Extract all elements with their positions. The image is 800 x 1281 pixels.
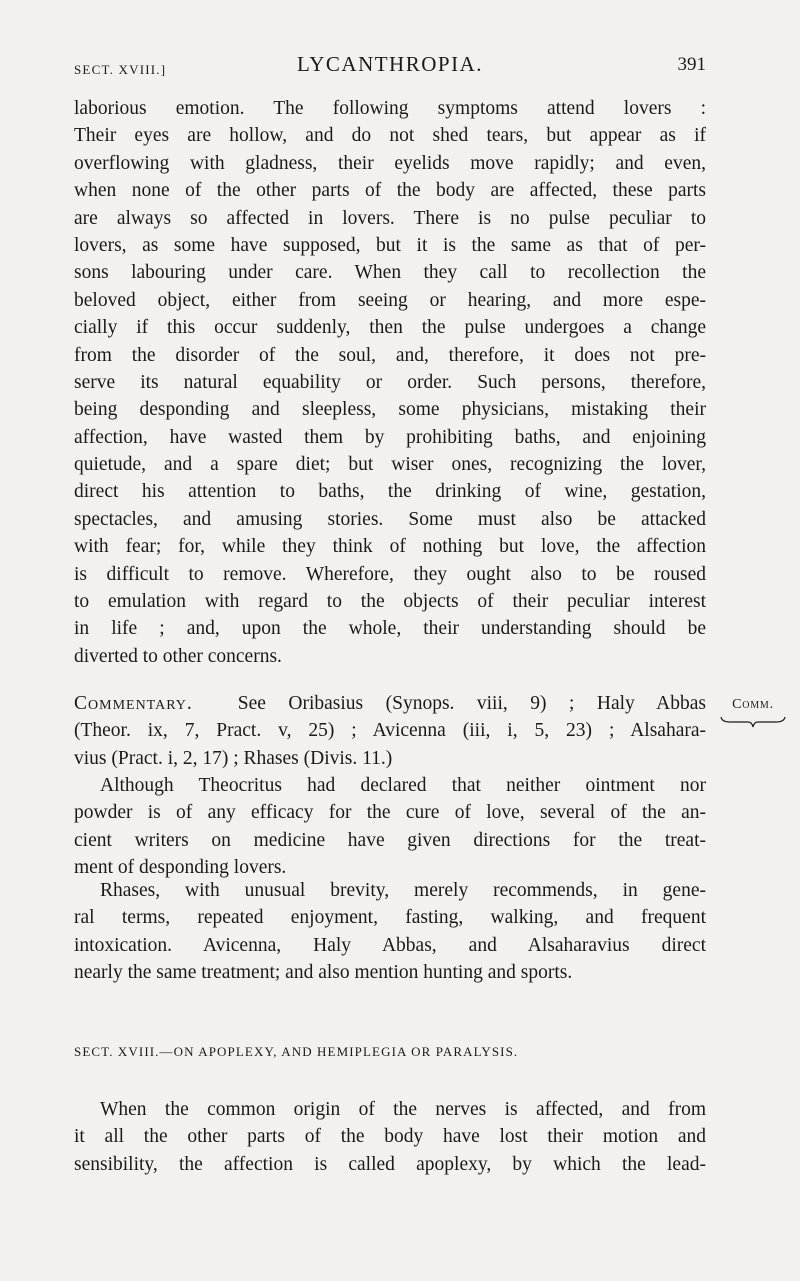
text-line: Rhases, with unusual brevity, merely recommends, in gene- [100,880,706,901]
text-line: Their eyes are hollow, and do not shed tears, but appear as if [74,125,706,147]
text-line: to emulation with regard to the objects of their peculiar interest [74,591,706,613]
running-header [74,50,706,82]
text-line: when none of the other parts of the body are affected, these parts [74,180,706,202]
text-line: serve its natural equability or order. Such persons, therefore, [74,371,706,393]
text-line: spectacles, and amusing stories. Some must also be attacked [74,508,706,530]
header-title: LYCANTHROPIA. [297,52,483,76]
text-line: affection, have wasted them by prohibiting baths, and enjoining [74,426,706,448]
margin-note-comm: Comm. [732,697,774,712]
text-line: overflowing with gladness, their eyelids move rapidly; and even, [74,152,706,174]
text-line: ral terms, repeated enjoyment, fasting, walking, and frequent [74,907,706,929]
text-line: is difficult to remove. Wherefore, they ought also to be roused [74,563,706,585]
header-section-ref: SECT. XVIII.] [74,62,167,77]
text-line: lovers, as some have supposed, but it is the same as that of per- [74,234,706,256]
text-line: in life ; and, upon the whole, their understanding should be [74,618,706,640]
text-line: cient writers on medicine have given directions for the treat- [74,829,706,851]
text-line: vius (Pract. i, 2, 17) ; Rhases (Divis. 11.) [74,747,393,769]
commentary-paragraph [74,690,706,772]
page-number: 391 [677,54,706,75]
text-line: Although Theocritus had declared that neither ointment nor [100,775,706,796]
text-line: are always so affected in lovers. There is no pulse peculiar to [74,207,706,229]
text-line: with fear; for, while they think of nothing but love, the affection [74,536,706,558]
text-line: (Theor. ix, 7, Pract. v, 25) ; Avicenna (iii, i, 5, 23) ; Alsahara- [74,720,706,742]
text-line: from the disorder of the soul, and, therefore, it does not pre- [74,344,706,366]
paragraph-apoplexy [74,1096,706,1178]
text-line: being desponding and sleepless, some physicians, mistaking their [74,399,706,421]
text-line: cially if this occur suddenly, then the pulse undergoes a change [74,317,706,339]
text-line: ment of desponding lovers. [74,857,287,879]
section-heading: SECT. XVIII.—ON APOPLEXY, AND HEMIPLEGIA OR PARALYSIS. [74,1044,519,1059]
text-line [74,690,706,717]
text-line: laborious emotion. The following symptoms attend lovers : [74,98,706,119]
text-line: beloved object, either from seeing or hearing, and more espe- [74,289,706,311]
text-line: When the common origin of the nerves is affected, and from [100,1099,706,1120]
paragraph-rhases [74,877,706,987]
text-line: nearly the same treatment; and also mention hunting and sports. [74,962,573,984]
text-line: sensibility, the affection is called apoplexy, by which the lead- [74,1153,706,1175]
text-line: intoxication. Avicenna, Haly Abbas, and Alsaharavius direct [74,934,706,956]
paragraph-lovers-symptoms [74,95,706,670]
paragraph-theocritus [74,772,706,882]
text-line: it all the other parts of the body have lost their motion and [74,1126,706,1148]
text-line: powder is of any efficacy for the cure of love, several of the an- [74,802,706,824]
commentary-label: Commentary. [74,693,193,714]
text-line: sons labouring under care. When they call to recollection the [74,262,706,284]
text-line: quietude, and a spare diet; but wiser ones, recognizing the lover, [74,454,706,476]
margin-brace-icon [720,716,786,728]
text-line: direct his attention to baths, the drinking of wine, gestation, [74,481,706,503]
text-line: diverted to other concerns. [74,645,282,667]
commentary-first-line: See Oribasius (Synops. viii, 9) ; Haly Abbas [237,693,706,714]
